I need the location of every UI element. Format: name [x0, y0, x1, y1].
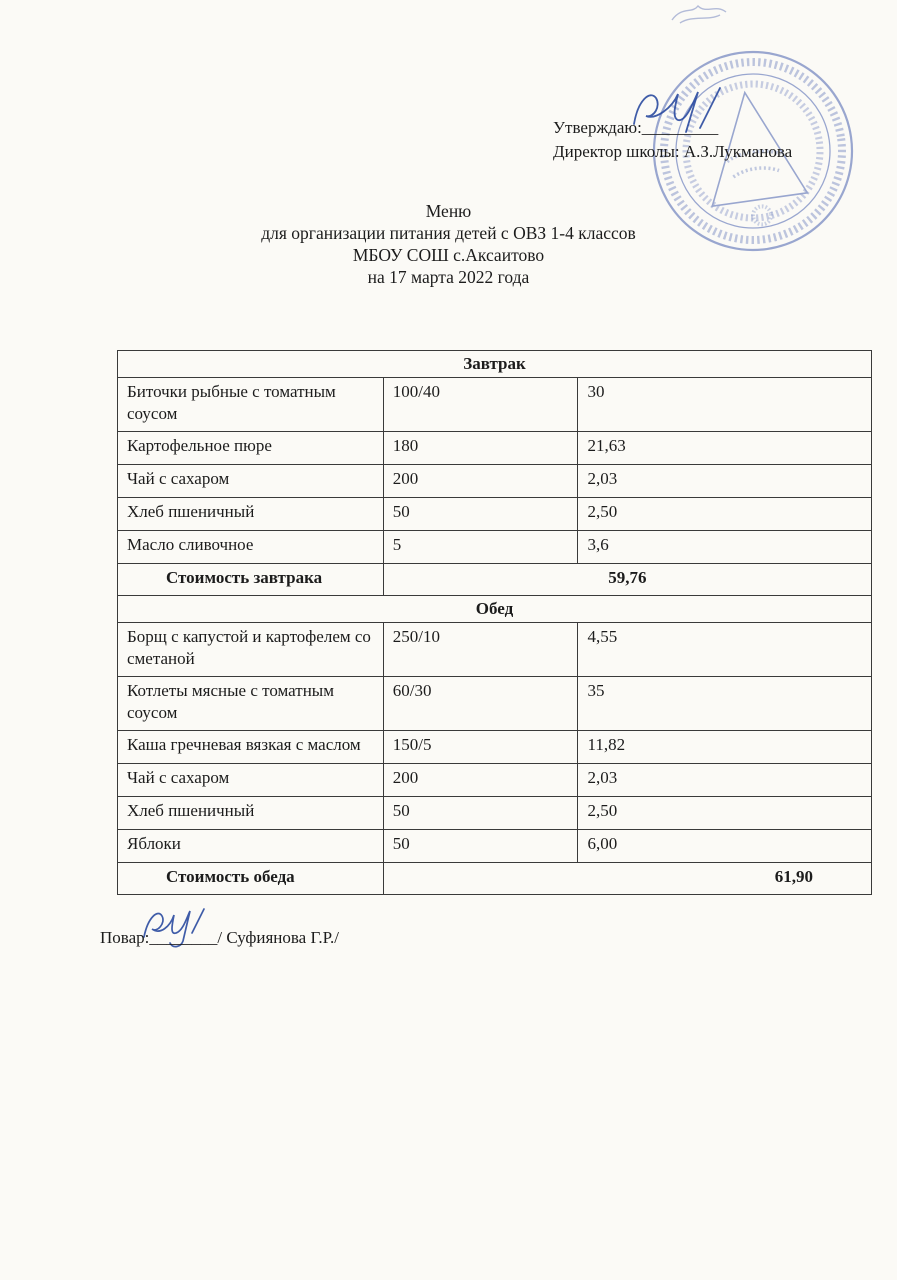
- price-value: 2,50: [578, 797, 872, 830]
- table-row: [118, 731, 872, 764]
- price-value: 4,55: [578, 623, 872, 677]
- table-row: [118, 623, 872, 677]
- breakfast-total-row: [118, 564, 872, 596]
- lunch-total-value: 61,90: [383, 863, 871, 895]
- lunch-total-row: [118, 863, 872, 895]
- dish-name: Чай с сахаром: [118, 764, 384, 797]
- price-value: 35: [578, 677, 872, 731]
- dish-name: Яблоки: [118, 830, 384, 863]
- director-line: Директор школы: А.З.Лукманова: [553, 142, 793, 161]
- approval-block: [553, 116, 792, 164]
- price-value: 3,6: [578, 531, 872, 564]
- table-row: [118, 498, 872, 531]
- portion-value: 5: [383, 531, 578, 564]
- table-row: [118, 797, 872, 830]
- dish-name: Масло сливочное: [118, 531, 384, 564]
- portion-value: 50: [383, 830, 578, 863]
- dish-name: Котлеты мясные с томатным соусом: [118, 677, 384, 731]
- portion-value: 50: [383, 797, 578, 830]
- portion-value: 200: [383, 764, 578, 797]
- menu-table: [117, 350, 872, 895]
- table-row: [118, 830, 872, 863]
- portion-value: 100/40: [383, 378, 578, 432]
- table-row: [118, 531, 872, 564]
- price-value: 2,50: [578, 498, 872, 531]
- breakfast-total-label: Стоимость завтрака: [118, 564, 384, 596]
- table-row: [118, 378, 872, 432]
- dish-name: Биточки рыбные с томатным соусом: [118, 378, 384, 432]
- cook-line: [100, 928, 339, 948]
- table-row: [118, 465, 872, 498]
- price-value: 21,63: [578, 432, 872, 465]
- dish-name: Хлеб пшеничный: [118, 797, 384, 830]
- lunch-section-header: Обед: [118, 596, 872, 623]
- title-line-4: на 17 марта 2022 года: [367, 267, 530, 287]
- breakfast-total-value: 59,76: [383, 564, 871, 596]
- dish-name: Чай с сахаром: [118, 465, 384, 498]
- title-line-2: для организации питания детей с ОВЗ 1-4 классов: [261, 223, 636, 243]
- portion-value: 50: [383, 498, 578, 531]
- ink-smudge-icon: [668, 0, 738, 26]
- dish-name: Каша гречневая вязкая с маслом: [118, 731, 384, 764]
- dish-name: Борщ с капустой и картофелем со сметаной: [118, 623, 384, 677]
- breakfast-header-row: [118, 351, 872, 378]
- price-value: 2,03: [578, 764, 872, 797]
- document-title: [0, 200, 897, 288]
- breakfast-section-header: Завтрак: [118, 351, 872, 378]
- portion-value: 180: [383, 432, 578, 465]
- cook-name: / Суфиянова Г.Р./: [217, 928, 339, 947]
- approve-line: Утверждаю:_________: [553, 118, 719, 137]
- lunch-header-row: [118, 596, 872, 623]
- price-value: 2,03: [578, 465, 872, 498]
- portion-value: 60/30: [383, 677, 578, 731]
- title-line-1: Меню: [425, 201, 472, 221]
- portion-value: 200: [383, 465, 578, 498]
- dish-name: Хлеб пшеничный: [118, 498, 384, 531]
- dish-name: Картофельное пюре: [118, 432, 384, 465]
- table-row: [118, 677, 872, 731]
- portion-value: 150/5: [383, 731, 578, 764]
- lunch-total-label: Стоимость обеда: [118, 863, 384, 895]
- cook-label: Повар:________: [100, 928, 218, 947]
- table-row: [118, 764, 872, 797]
- table-row: [118, 432, 872, 465]
- title-line-3: МБОУ СОШ с.Аксаитово: [352, 245, 545, 265]
- portion-value: 250/10: [383, 623, 578, 677]
- price-value: 6,00: [578, 830, 872, 863]
- price-value: 30: [578, 378, 872, 432]
- price-value: 11,82: [578, 731, 872, 764]
